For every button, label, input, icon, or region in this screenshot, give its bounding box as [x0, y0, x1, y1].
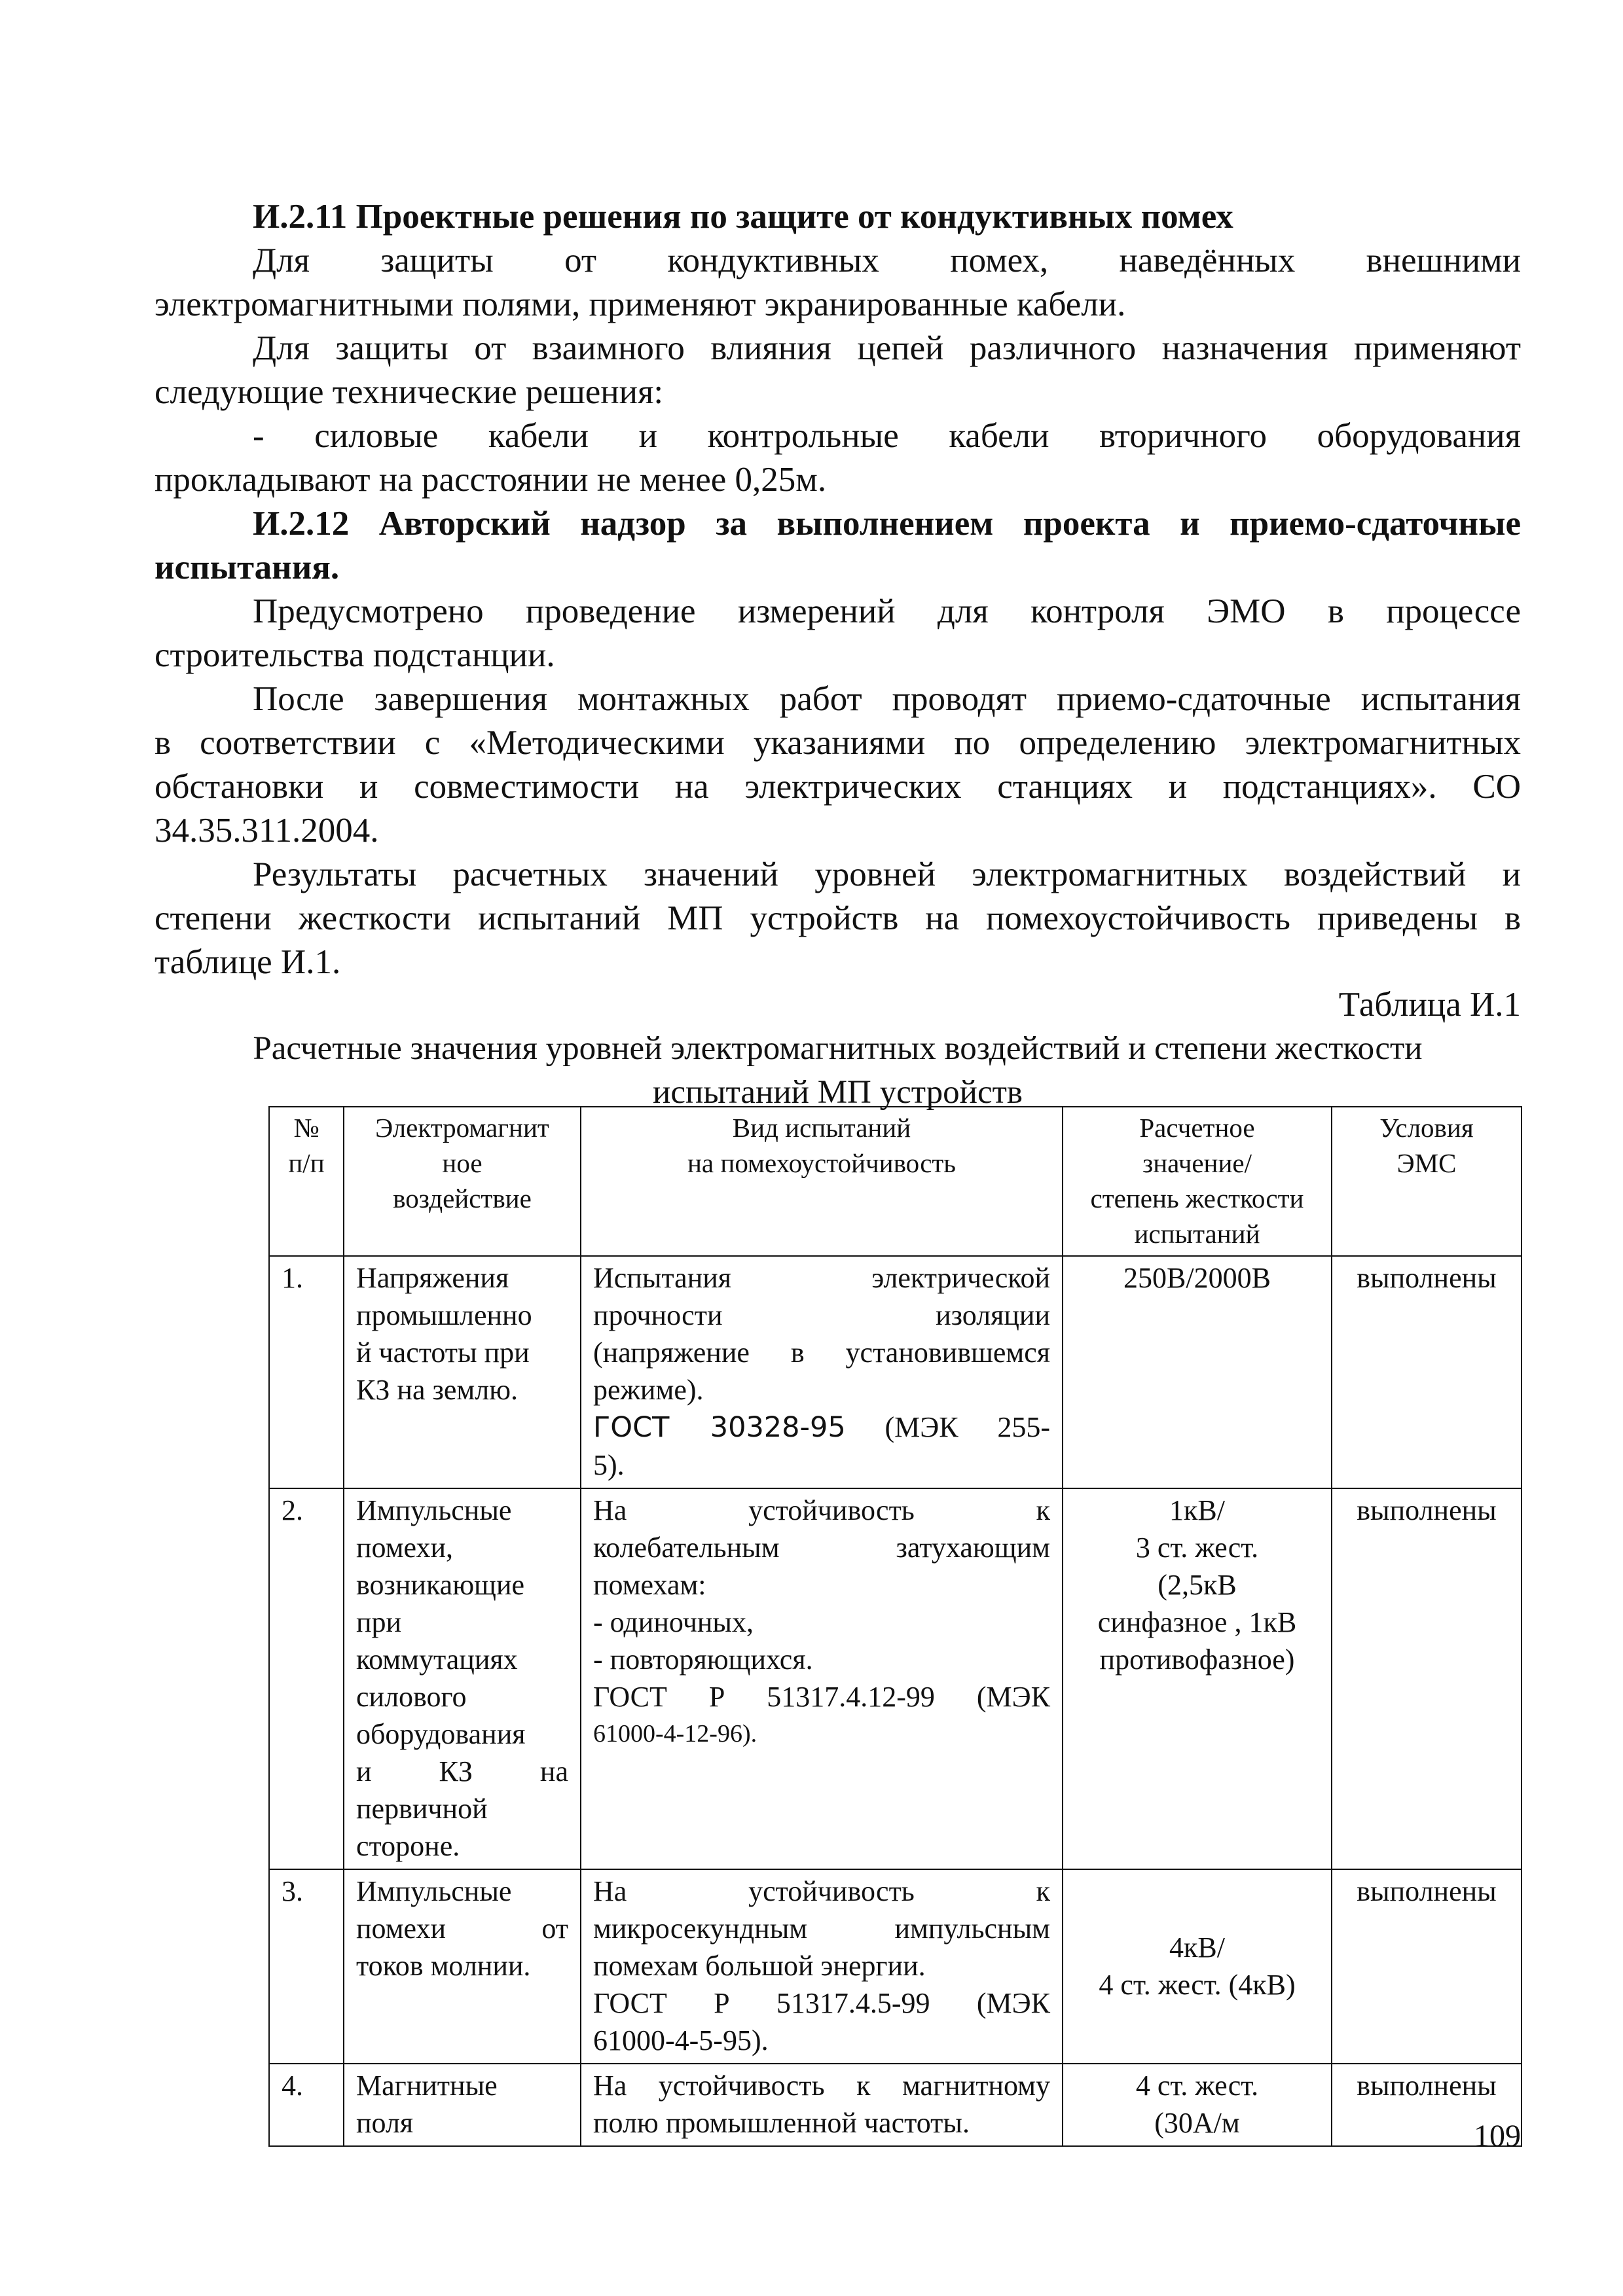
paragraph-line: следующие технические решения: [155, 373, 664, 411]
paragraph-line: в соответствии с «Методическими указаниями по определению электромагнитных [155, 724, 1521, 762]
table-row [269, 1869, 1522, 2064]
section-12-heading-cont: испытания. [155, 548, 340, 586]
cell-num: 1. [269, 1256, 344, 1488]
cell-num: 2. [269, 1488, 344, 1869]
header-value: Расчетное значение/ степень жесткости испытаний [1063, 1107, 1332, 1256]
paragraph-line: - силовые кабели и контрольные кабели вторичного оборудования [253, 417, 1521, 455]
cell-conditions: выполнены [1332, 1869, 1522, 2064]
table-title: Расчетные значения уровней электромагнитных воздействий и степени жесткости [253, 1030, 1423, 1067]
paragraph-line: После завершения монтажных работ проводят приемо-сдаточные испытания [253, 680, 1521, 718]
header-conditions: Условия ЭМС [1332, 1107, 1522, 1256]
table-title-cont: испытаний МП устройств [653, 1074, 1023, 1111]
cell-test: На устойчивость к колебательным затухающим помехам: - одиночных, - повторяющихся. ГОСТ Р 51317.4.12-99 (МЭК 61000-4-12-96). [581, 1488, 1063, 1869]
table-caption [155, 983, 1521, 1115]
cell-num: 3. [269, 1869, 344, 2064]
standard-code: ГОСТ 30328-95 [593, 1411, 846, 1444]
cell-test: На устойчивость к микросекундным импульсным помехам большой энергии. ГОСТ Р 51317.4.5-99 (МЭК 61000-4-5-95). [581, 1869, 1063, 2064]
results-table [268, 1106, 1522, 2147]
paragraph-line: степени жесткости испытаний МП устройств на помехоустойчивость приведены в [155, 899, 1521, 937]
cell-effect: Импульсные помехи от токов молнии. [344, 1869, 581, 2064]
paragraph-line: обстановки и совместимости на электрических станциях и подстанциях». СО [155, 768, 1521, 806]
paragraph-line: строительства подстанции. [155, 636, 555, 674]
paragraph-line: 34.35.311.2004. [155, 812, 379, 850]
cell-value: 4кВ/ 4 ст. жест. (4кВ) [1063, 1869, 1332, 2064]
table-row [269, 1488, 1522, 1869]
header-test-type: Вид испытаний на помехоустойчивость [581, 1107, 1063, 1256]
header-effect: Электромагнит ное воздействие [344, 1107, 581, 1256]
table-header-row [269, 1107, 1522, 1256]
cell-effect: Магнитные поля [344, 2064, 581, 2146]
cell-conditions: выполнены [1332, 1488, 1522, 1869]
table-row [269, 1256, 1522, 1488]
section-11 [155, 195, 1521, 502]
cell-value: 250В/2000В [1063, 1256, 1332, 1488]
section-12-heading: И.2.12 Авторский надзор за выполнением проекта и приемо-сдаточные [253, 505, 1521, 543]
cell-effect: Импульсные помехи, возникающие при коммутациях силового оборудования и КЗ на первичной стороне. [344, 1488, 581, 1869]
paragraph-line: таблице И.1. [155, 943, 341, 981]
paragraph-line: Результаты расчетных значений уровней электромагнитных воздействий и [253, 855, 1521, 893]
cell-num: 4. [269, 2064, 344, 2146]
cell-effect: Напряжения промышленно й частоты при КЗ на землю. [344, 1256, 581, 1488]
page-number: 109 [1474, 2119, 1521, 2153]
paragraph-line: Для защиты от кондуктивных помех, наведённых внешними [253, 242, 1521, 279]
section-11-heading: И.2.11 Проектные решения по защите от кондуктивных помех [253, 198, 1233, 236]
table-label: Таблица И.1 [1338, 986, 1521, 1024]
cell-test: На устойчивость к магнитному полю промышленной частоты. [581, 2064, 1063, 2146]
cell-value: 4 ст. жест. (30А/м [1063, 2064, 1332, 2146]
header-num: № п/п [269, 1107, 344, 1256]
section-12 [155, 502, 1521, 984]
paragraph-line: Предусмотрено проведение измерений для контроля ЭМО в процессе [253, 592, 1521, 630]
cell-value: 1кВ/ 3 ст. жест. (2,5кВ синфазное , 1кВ противофазное) [1063, 1488, 1332, 1869]
table-row [269, 2064, 1522, 2146]
cell-conditions: выполнены [1332, 2064, 1522, 2146]
cell-test: Испытания электрической прочности изоляции (напряжение в установившемся режиме). ГОСТ 30328-95 (МЭК 255- 5). [581, 1256, 1063, 1488]
cell-conditions: выполнены [1332, 1256, 1522, 1488]
paragraph-line: прокладывают на расстоянии не менее 0,25м. [155, 461, 827, 499]
paragraph-line: электромагнитными полями, применяют экранированные кабели. [155, 285, 1126, 323]
paragraph-line: Для защиты от взаимного влияния цепей различного назначения применяют [253, 329, 1521, 367]
